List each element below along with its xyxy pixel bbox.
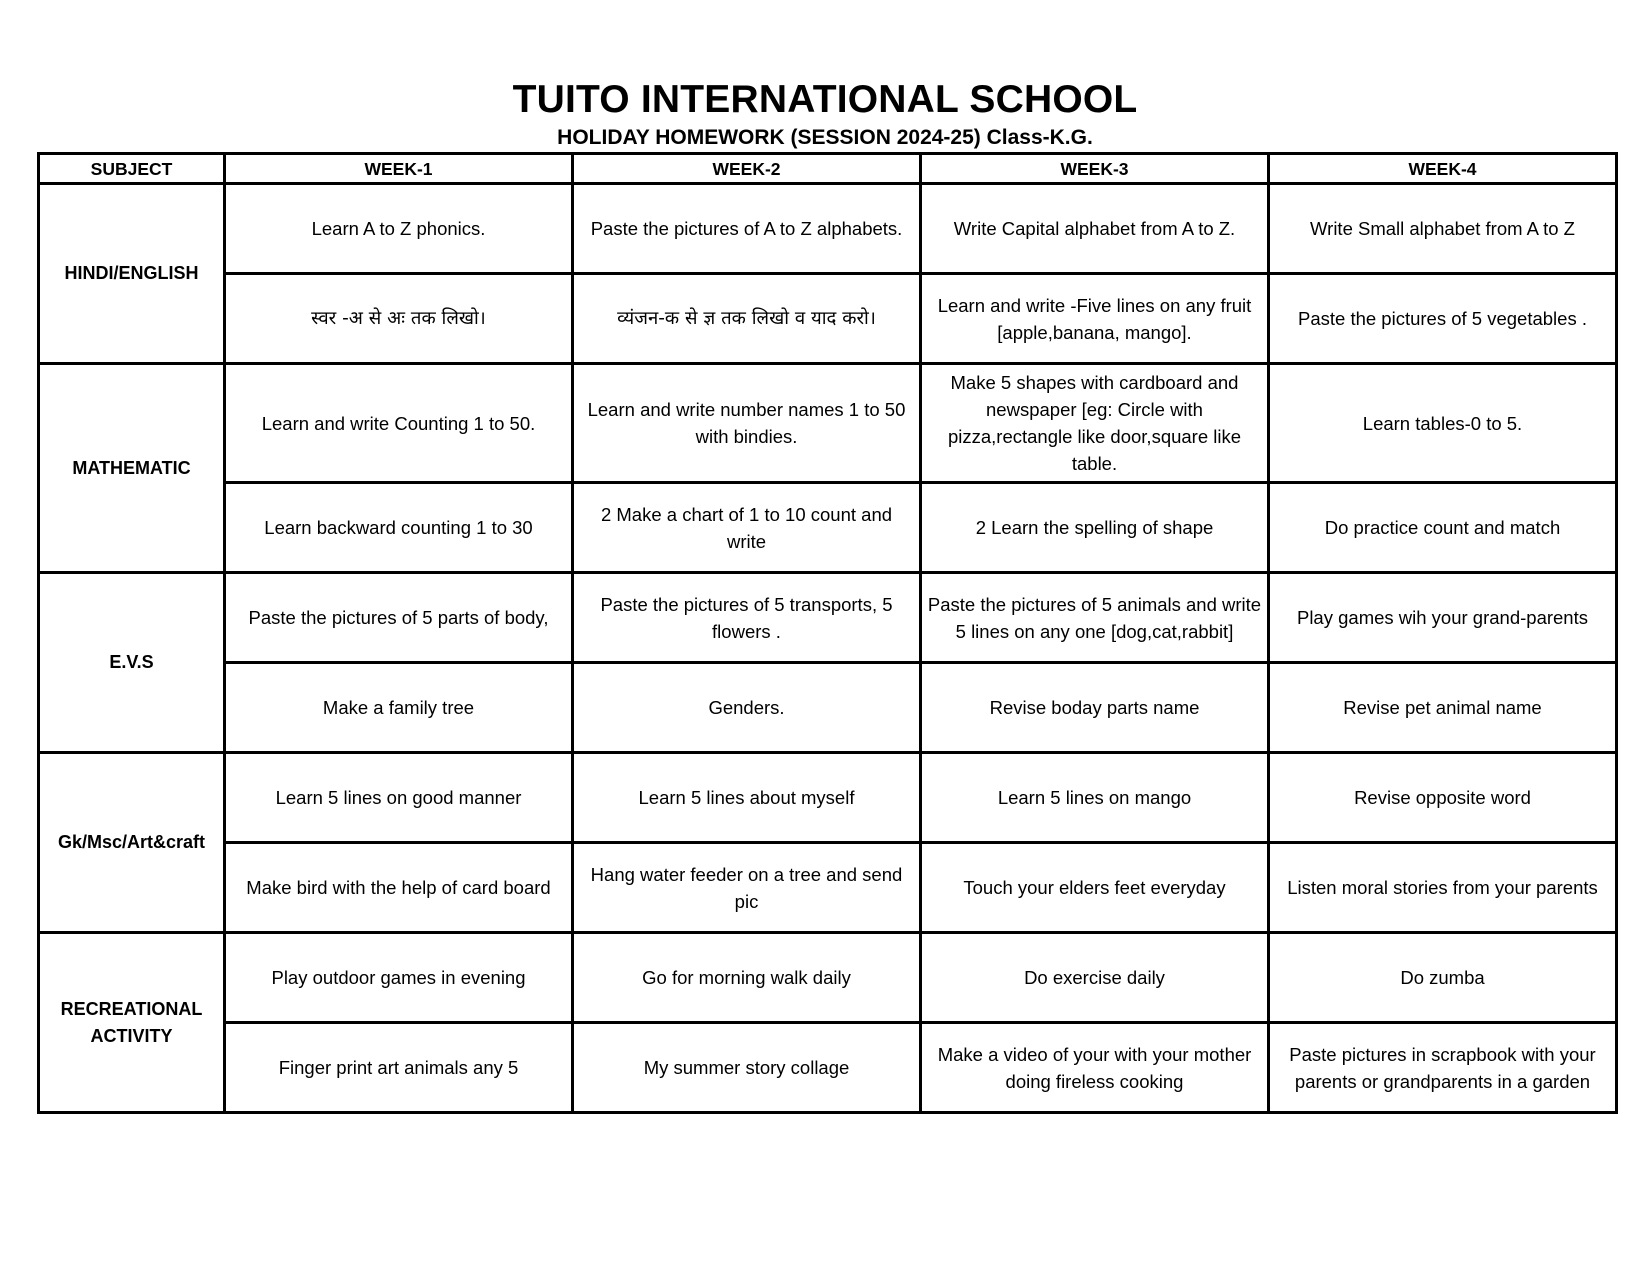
- task-cell: My summer story collage: [573, 1023, 921, 1113]
- task-cell: Make a video of your with your mother doing fireless cooking: [921, 1023, 1269, 1113]
- task-cell: Learn backward counting 1 to 30: [225, 483, 573, 573]
- task-cell: Do practice count and match: [1269, 483, 1617, 573]
- task-cell: 2 Learn the spelling of shape: [921, 483, 1269, 573]
- task-cell: Make bird with the help of card board: [225, 843, 573, 933]
- table-row: [39, 364, 1617, 483]
- table-row: [39, 843, 1617, 933]
- column-header-week-1: WEEK-1: [225, 154, 573, 184]
- task-cell: Do zumba: [1269, 933, 1617, 1023]
- task-cell: Learn and write -Five lines on any fruit [apple,banana, mango].: [921, 274, 1269, 364]
- task-cell: Learn and write Counting 1 to 50.: [225, 364, 573, 483]
- table-row: [39, 274, 1617, 364]
- task-cell: Paste the pictures of A to Z alphabets.: [573, 184, 921, 274]
- task-cell: Learn A to Z phonics.: [225, 184, 573, 274]
- task-cell: Make a family tree: [225, 663, 573, 753]
- task-cell: Revise boday parts name: [921, 663, 1269, 753]
- task-cell: Finger print art animals any 5: [225, 1023, 573, 1113]
- subject-cell: HINDI/ENGLISH: [39, 184, 225, 364]
- subject-cell: MATHEMATIC: [39, 364, 225, 573]
- table-row: [39, 184, 1617, 274]
- task-cell: स्वर -अ से अः तक लिखो।: [225, 274, 573, 364]
- task-cell: Revise pet animal name: [1269, 663, 1617, 753]
- task-cell: Learn 5 lines on mango: [921, 753, 1269, 843]
- table-row: [39, 573, 1617, 663]
- task-cell: Write Small alphabet from A to Z: [1269, 184, 1617, 274]
- task-cell: Make 5 shapes with cardboard and newspaper [eg: Circle with pizza,rectangle like door,square like table.: [921, 364, 1269, 483]
- task-cell: Learn tables-0 to 5.: [1269, 364, 1617, 483]
- task-cell: Touch your elders feet everyday: [921, 843, 1269, 933]
- task-cell: Go for morning walk daily: [573, 933, 921, 1023]
- subject-cell: Gk/Msc/Art&craft: [39, 753, 225, 933]
- column-header-subject: SUBJECT: [39, 154, 225, 184]
- task-cell: Do exercise daily: [921, 933, 1269, 1023]
- task-cell: Play games wih your grand-parents: [1269, 573, 1617, 663]
- header-row: [39, 154, 1617, 184]
- column-header-week-3: WEEK-3: [921, 154, 1269, 184]
- task-cell: Learn and write number names 1 to 50 with bindies.: [573, 364, 921, 483]
- table-row: [39, 1023, 1617, 1113]
- task-cell: Genders.: [573, 663, 921, 753]
- task-cell: Hang water feeder on a tree and send pic: [573, 843, 921, 933]
- task-cell: Learn 5 lines about myself: [573, 753, 921, 843]
- task-cell: Paste the pictures of 5 animals and write 5 lines on any one [dog,cat,rabbit]: [921, 573, 1269, 663]
- task-cell: Paste the pictures of 5 vegetables .: [1269, 274, 1617, 364]
- task-cell: Write Capital alphabet from A to Z.: [921, 184, 1269, 274]
- task-cell: Play outdoor games in evening: [225, 933, 573, 1023]
- task-cell: 2 Make a chart of 1 to 10 count and write: [573, 483, 921, 573]
- task-cell: Paste the pictures of 5 parts of body,: [225, 573, 573, 663]
- task-cell: व्यंजन-क से ज्ञ तक लिखो व याद करो।: [573, 274, 921, 364]
- task-cell: Listen moral stories from your parents: [1269, 843, 1617, 933]
- table-row: [39, 483, 1617, 573]
- school-title: TUITO INTERNATIONAL SCHOOL: [512, 78, 1138, 121]
- table-row: [39, 933, 1617, 1023]
- subject-cell: E.V.S: [39, 573, 225, 753]
- task-cell: Paste the pictures of 5 transports, 5 flowers .: [573, 573, 921, 663]
- homework-subtitle: HOLIDAY HOMEWORK (SESSION 2024-25) Class-K.G.: [557, 126, 1093, 149]
- table-row: [39, 753, 1617, 843]
- table-row: [39, 663, 1617, 753]
- subject-cell: RECREATIONAL ACTIVITY: [39, 933, 225, 1113]
- task-cell: Revise opposite word: [1269, 753, 1617, 843]
- homework-table: [37, 152, 1618, 1114]
- column-header-week-4: WEEK-4: [1269, 154, 1617, 184]
- column-header-week-2: WEEK-2: [573, 154, 921, 184]
- task-cell: Paste pictures in scrapbook with your parents or grandparents in a garden: [1269, 1023, 1617, 1113]
- task-cell: Learn 5 lines on good manner: [225, 753, 573, 843]
